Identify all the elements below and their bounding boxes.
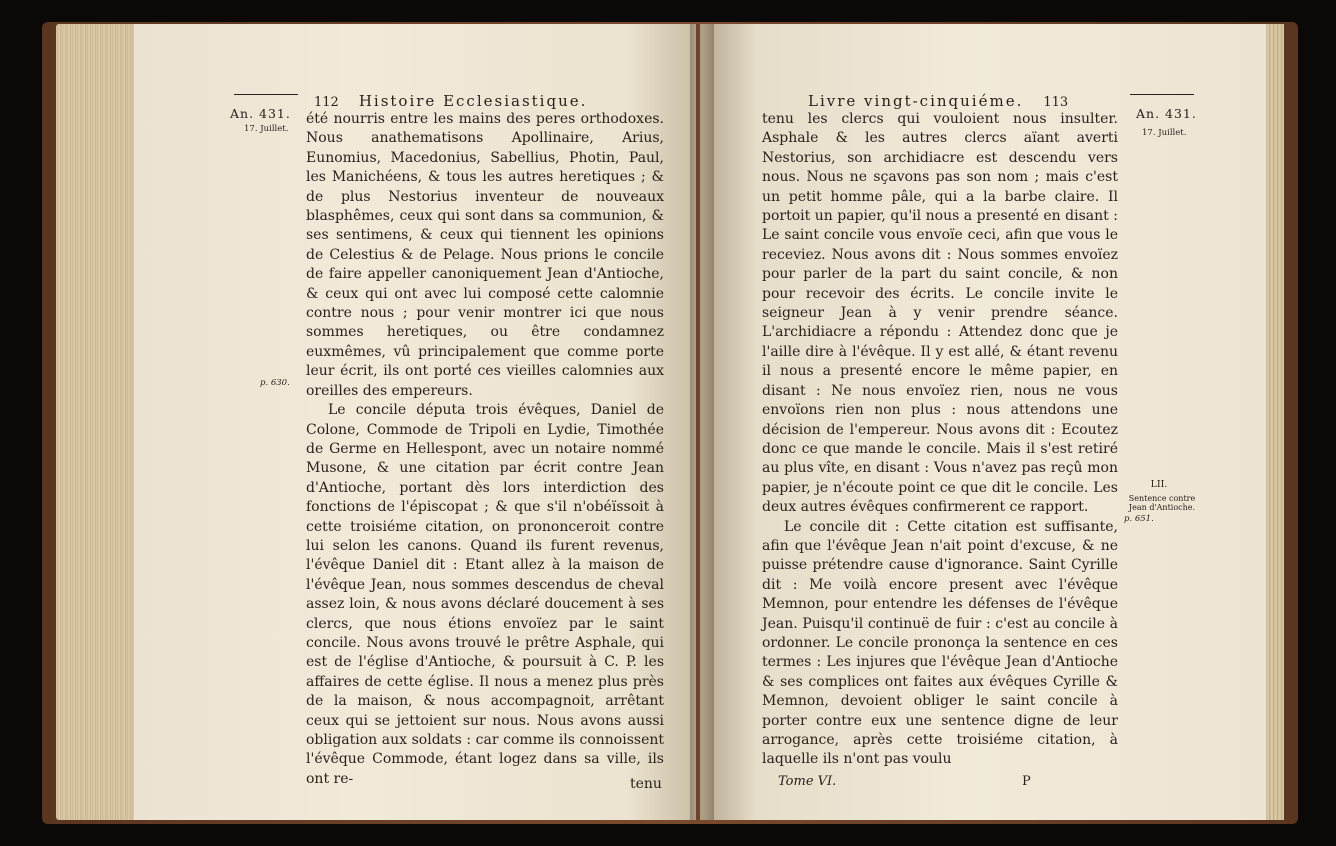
running-head-title-right: Livre vingt-cinquiéme.: [808, 92, 1024, 110]
body-text-left: [306, 110, 664, 789]
catchword: tenu: [630, 776, 662, 792]
page-edges-left: [56, 24, 136, 820]
running-head-right: [808, 92, 1068, 110]
signature-tome: Tome VI.: [778, 774, 837, 789]
left-page: [134, 24, 696, 820]
paragraph: Le concile députa trois évêques, Daniel de Colone, Commode de Tripoli en Lydie, Timothée de Germe en Hellespont, avec un notaire nommé Musone, & une citation par écrit contre Jean d'Antioche, portant dès lors interdiction des fonctions de l'épiscopat ; & que s'il n'obéïssoit à cette troisiéme citation, on prononceroit contre lui selon les canons. Quand ils furent revenus, l'évêque Daniel dit : Etant allez à la maison de l'évêque Jean, nous sommes descendus de cheval assez loin, & nous avons déclaré doucement à ses clercs, que nous étions envoïez par le saint concile. Nous avons trouvé le prêtre Asphale, qui est de l'église d'Antioche, & poursuit à C. P. les affaires de cette église. Il nous a menez plus près de la maison, & nous accompagnoit, arrêtant ceux qui se jettoient sur nous. Nous avons aussi obligation aux soldats : car comme ils connoissent l'évêque Commode, étant logez dans sa ville, ils ont re-: [306, 402, 664, 787]
margin-date-left: 17. Juillet.: [244, 124, 289, 134]
margin-rule-right: [1130, 94, 1194, 95]
book-gutter: [690, 24, 714, 820]
margin-date-right: 17. Juillet.: [1142, 128, 1187, 138]
right-page: [700, 24, 1266, 820]
margin-section-number: LII.: [1150, 479, 1168, 490]
margin-rule-left: [234, 94, 298, 95]
running-head-left: [314, 92, 587, 110]
page-number-right: 113: [1043, 95, 1069, 110]
body-text-right: [762, 110, 1118, 770]
signature-letter: P: [1022, 774, 1031, 789]
margin-section-title: Sentence contre Jean d'Antioche.: [1128, 494, 1196, 512]
page-number-left: 112: [314, 95, 339, 110]
running-head-title-left: Histoire Ecclesiastique.: [358, 92, 588, 110]
paragraph: été nourris entre les mains des peres orthodoxes. Nous anathematisons Apollinaire, Arius, Eunomius, Macedonius, Sabellius, Photin, Paul, les Manichéens, & tous les autres heretiques ; & de plus Nestorius inventeur de nouveaux blasphêmes, ceux qui sont dans sa communion, & ses sentimens, & ceux qui tiennent les opinions de Celestius & de Pelage. Nous prions le concile de faire appeller canoniquement Jean d'Antioche, & ceux qui ont avec lui composé cette calomnie contre nous ; pour venir montrer ici que nous sommes heretiques, ou être condamnez euxmêmes, vû principalement que comme porte leur écrit, ils ont porté ces vieilles calomnies aux oreilles des empereurs.: [306, 111, 664, 399]
margin-ref-left: p. 630.: [260, 378, 290, 388]
margin-year-right: An. 431.: [1136, 106, 1197, 121]
paragraph: tenu les clercs qui vouloient nous insulter. Asphale & les autres clercs aïant averti Nestorius, son archidiacre est descendu vers nous. Nous ne sçavons pas son nom ; mais c'est un petit homme pâle, qui a la barbe claire. Il portoit un papier, qu'il nous a presenté en disant : Le saint concile vous envoïe ceci, afin que vous le receviez. Nous avons dit : Nous sommes envoïez pour parler de la part du saint concile, & non pour recevoir des écrits. Le concile invite le seigneur Jean à y venir prendre séance. L'archidiacre a répondu : Attendez donc que je l'aille dire à l'évêque. Il y est allé, & étant revenu il nous a presenté encore le même papier, en disant : Ne nous envoïez rien, nous ne vous envoïons rien non plus : nous attendons une décision de l'empereur. Nous avons dit : Ecoutez donc ce que mande le concile. Mais il s'est retiré au plus vîte, en disant : Vous n'avez pas reçû mon papier, je n'écoute point ce que dit le concile. Les deux autres évêques confirmerent ce rapport.: [762, 111, 1118, 516]
margin-year-left: An. 431.: [230, 106, 291, 121]
margin-ref-right: p. 651.: [1124, 514, 1154, 524]
paragraph: Le concile dit : Cette citation est suffisante, afin que l'évêque Jean n'ait point d'excuse, & ne puisse prétendre cause d'ignorance. Saint Cyrille dit : Me voilà encore present avec l'évêque Memnon, pour entendre les défenses de l'évêque Jean. Puisqu'il continuë de fuir : c'est au concile à ordonner. Le concile prononça la sentence en ces termes : Les injures que l'évêque Jean d'Antioche & ses complices ont faites aux évêques Cyrille & Memnon, devoient obliger le saint concile à porter contre eux une sentence digne de leur arrogance, après cette troisiéme citation, à laquelle ils n'ont pas voulu: [762, 518, 1118, 768]
